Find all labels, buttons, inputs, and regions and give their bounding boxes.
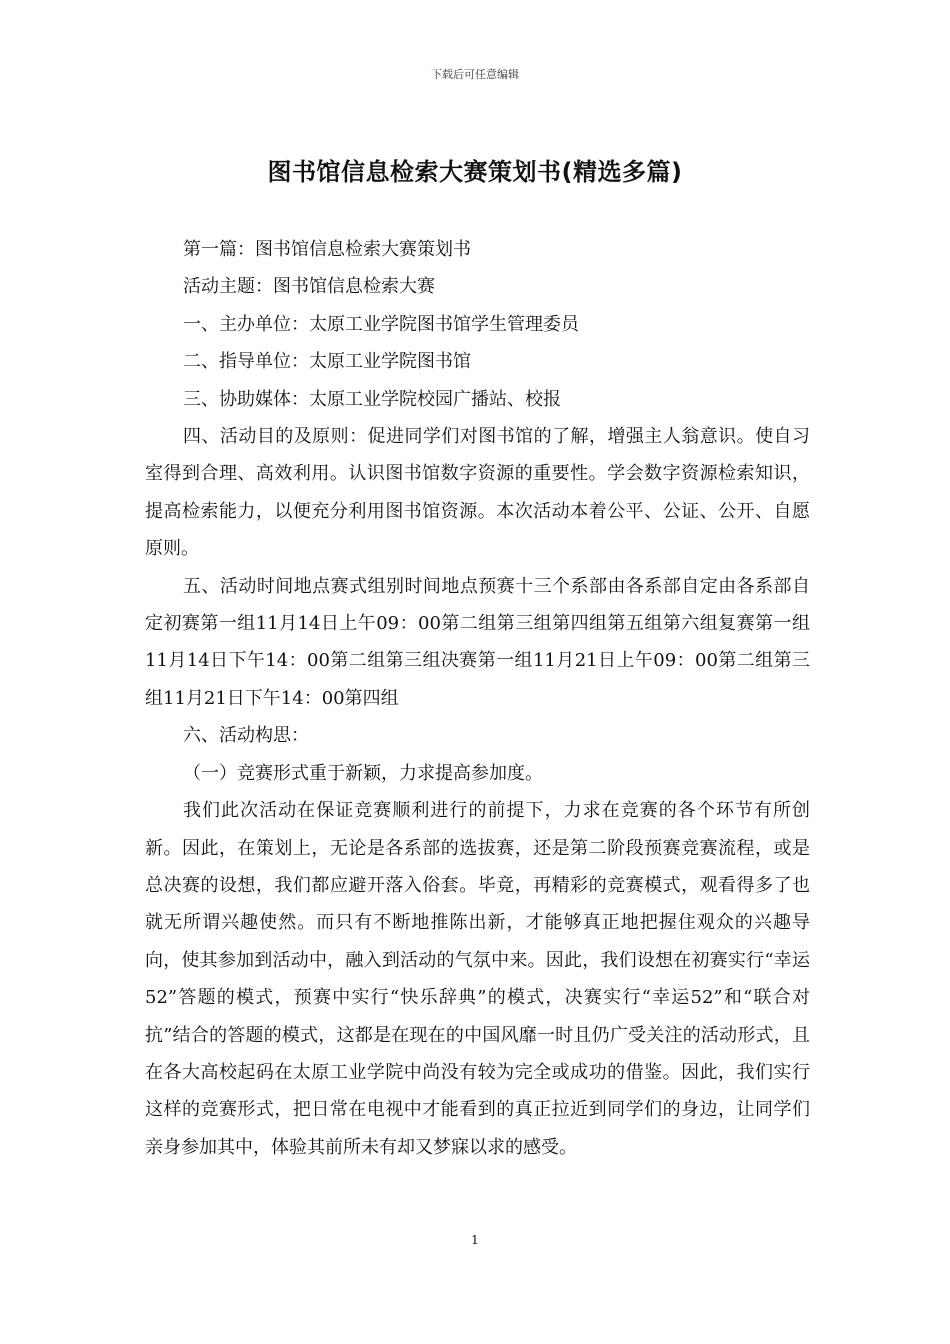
- paragraph-concept-heading: 六、活动构思：: [183, 725, 309, 747]
- paragraph-organizer: 一、主办单位：太原工业学院图书馆学生管理委员: [183, 313, 579, 335]
- paragraph-subheading: （一）竞赛形式重于新颖，力求提高参加度。: [183, 762, 543, 784]
- paragraph-guiding-unit: 二、指导单位：太原工业学院图书馆: [183, 351, 471, 373]
- page-number: 1: [471, 1233, 479, 1247]
- paragraph-schedule: 五、活动时间地点赛式组别时间地点预赛十三个系部由各系部自定由各系部自定初赛第一组11月14日上午09：00第二组第三组第四组第五组第六组复赛第一组11月14日下午14：00第二组第三组决赛第一组11月21日上午09：00第二组第三组11月21日下午14：00第四组: [145, 575, 810, 709]
- document-title: 图书馆信息检索大赛策划书(精选多篇): [267, 158, 683, 186]
- document-body: [145, 231, 810, 1166]
- paragraph-body: 我们此次活动在保证竞赛顺利进行的前提下，力求在竞赛的各个环节有所创新。因此，在策划上，无论是各系部的选拔赛，还是第二阶段预赛竞赛流程，或是总决赛的设想，我们都应避开落入俗套。毕竟，再精彩的竞赛模式，观看得多了也就无所谓兴趣使然。而只有不断地推陈出新，才能够真正地把握住观众的兴趣导向，使其参加到活动中，融入到活动的气氛中来。因此，我们设想在初赛实行“幸运52”答题的模式，预赛中实行“快乐辞典”的模式，决赛实行“幸运52”和“联合对抗”结合的答题的模式，这都是在现在的中国风靡一时且仍广受关注的活动形式，且在各大高校起码在太原工业学院中尚没有较为完全或成功的借鉴。因此，我们实行这样的竞赛形式，把日常在电视中才能看到的真正拉近到同学们的身边，让同学们亲身参加其中，体验其前所未有却又梦寐以求的感受。: [145, 800, 810, 1158]
- paragraph-activity-theme: 活动主题：图书馆信息检索大赛: [183, 276, 435, 298]
- paragraph-section-heading: 第一篇：图书馆信息检索大赛策划书: [183, 239, 471, 260]
- paragraph-purpose: 四、活动目的及原则：促进同学们对图书馆的了解，增强主人翁意识。使自习室得到合理、高效利用。认识图书馆数字资源的重要性。学会数字资源检索知识，提高检索能力，以便充分利用图书馆资源。本次活动本着公平、公证、公开、自愿原则。: [145, 426, 810, 560]
- header-note: 下载后可任意编辑: [431, 68, 519, 81]
- paragraph-media: 三、协助媒体：太原工业学院校园广播站、校报: [183, 388, 561, 410]
